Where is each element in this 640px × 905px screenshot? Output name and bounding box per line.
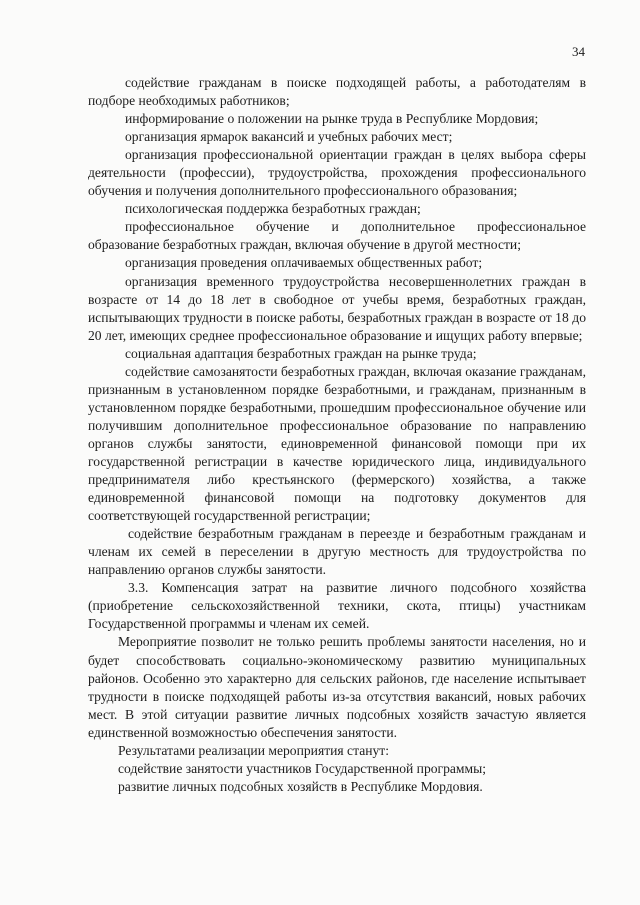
paragraph: организация профессиональной ориентации граждан в целях выбора сферы деятельности (профессии), трудоустройства, прохождения профессионального обучения и получения дополнительного профессионального образования;: [88, 147, 586, 199]
paragraph: информирование о положении на рынке труда в Республике Мордовия;: [125, 111, 539, 127]
paragraph: организация ярмарок вакансий и учебных рабочих мест;: [125, 129, 453, 145]
paragraph: организация временного трудоустройства несовершеннолетних граждан в возрасте от 14 до 18 лет в свободное от учебы время, безработных граждан, испытывающих трудности в поиске работы, безработных граждан в возрасте от 18 до 20 лет, имеющих среднее профессиональное образование и ищущих работу впервые;: [88, 273, 586, 343]
paragraph: психологическая поддержка безработных граждан;: [125, 201, 421, 217]
paragraph: развитие личных подсобных хозяйств в Республике Мордовия.: [118, 778, 483, 794]
section-heading-paragraph: 3.3. Компенсация затрат на развитие личного подсобного хозяйства (приобретение сельскохозяйственной техники, скота, птицы) участникам Государственной программы и членам их семей.: [88, 580, 586, 632]
paragraph: профессиональное обучение и дополнительное профессиональное образование безработных граждан, включая обучение в другой местности;: [88, 219, 586, 253]
paragraph: содействие гражданам в поиске подходящей работы, а работодателям в подборе необходимых работников;: [88, 75, 586, 109]
paragraph: содействие самозанятости безработных граждан, включая оказание гражданам, признанным в установленном порядке безработными, и гражданам, признанным в установленном порядке безработными, прошедшим профессиональное обучение или получившим дополнительное профессиональное образование по направлению органов службы занятости, единовременной финансовой помощи при их государственной регистрации в качестве юридического лица, индивидуального предпринимателя либо крестьянского (фермерского) хозяйства, а также единовременной финансовой помощи на подготовку документов для соответствующей государственной регистрации;: [88, 363, 586, 524]
document-body: [88, 74, 586, 796]
paragraph: содействие занятости участников Государственной программы;: [118, 760, 487, 776]
paragraph: содействие безработным гражданам в переезде и безработным гражданам и членам их семей в переселении в другую местность для трудоустройства по направлению органов службы занятости.: [88, 526, 586, 578]
paragraph: организация проведения оплачиваемых общественных работ;: [125, 255, 483, 271]
page-number: 34: [572, 44, 585, 59]
paragraph: социальная адаптация безработных граждан на рынке труда;: [125, 345, 477, 361]
paragraph: Мероприятие позволит не только решить проблемы занятости населения, но и будет способствовать социально-экономическому развитию муниципальных районов. Особенно это характерно для сельских районов, где население испытывает трудности в поиске подходящей работы из-за отсутствия вакансий, новых рабочих мест. В этой ситуации развитие личных подсобных хозяйств зачастую является единственной возможностью обеспечения занятости.: [88, 634, 586, 740]
paragraph: Результатами реализации мероприятия станут:: [118, 742, 390, 758]
